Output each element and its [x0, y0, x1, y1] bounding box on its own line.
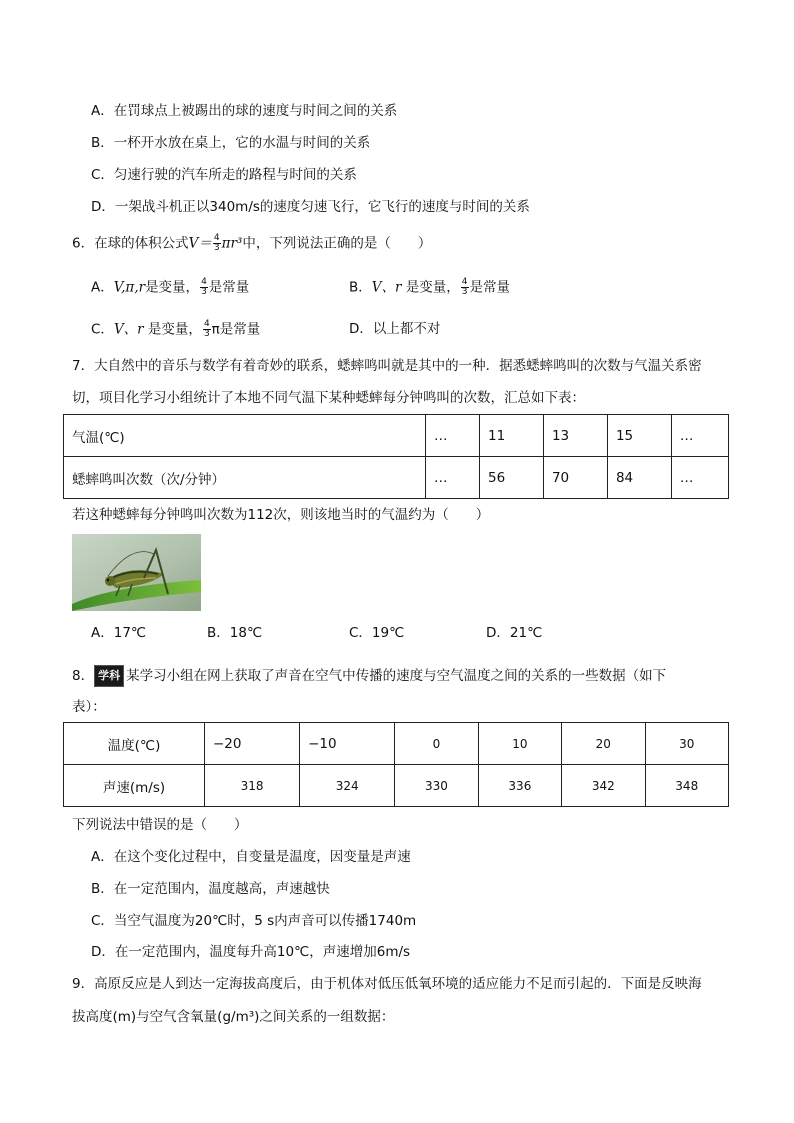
q9-stem-line1: 9．高原反应是人到达一定海拔高度后，由于机体对低压低氧环境的适应能力不足而引起的．下面是反映海 — [72, 976, 702, 992]
q6-stem: 6．在球的体积公式V＝ $\frac{4}{3}$ πr³中，下列说法正确的是（ ） — [72, 233, 432, 253]
table-cell: 56 — [480, 457, 544, 499]
q7-question: 若这种蟋蟀每分钟鸣叫次数为112次，则该地当时的气温约为（ ） — [72, 507, 490, 523]
table-cell: 70 — [543, 457, 607, 499]
table-cell: 蟋蟀鸣叫次数（次/分钟） — [64, 457, 426, 499]
table-cell: 气温(℃) — [64, 415, 426, 457]
q7-option-d: D．21℃ — [486, 625, 543, 641]
table-row — [64, 765, 729, 807]
q6-option-c: C．V、r 是变量， $\frac{4}{3}$ π是常量 — [91, 319, 261, 339]
table-cell: 10 — [478, 723, 561, 765]
formula-rhs: πr³ — [221, 235, 243, 252]
table-cell: 13 — [543, 415, 607, 457]
q7-option-a: A．17℃ — [91, 625, 147, 641]
table-cell: … — [426, 457, 480, 499]
table-cell: 324 — [300, 765, 395, 807]
q5-option-c: C．匀速行驶的汽车所走的路程与时间的关系 — [91, 167, 357, 183]
table-cell: 318 — [205, 765, 300, 807]
q8-stem-line1: 8． 学科 某学习小组在网上获取了声音在空气中传播的速度与空气温度之间的关系的一些数据（如下 — [72, 665, 666, 687]
q7-stem-line1: 7．大自然中的音乐与数学有着奇妙的联系，蟋蟀鸣叫就是其中的一种．据悉蟋蟀鸣叫的次数与气温关系密 — [72, 358, 702, 374]
q8-option-a: A．在这个变化过程中，自变量是温度，因变量是声速 — [91, 849, 411, 865]
table-cell: 声速(m/s) — [64, 765, 205, 807]
table-cell: 11 — [480, 415, 544, 457]
table-cell: 84 — [607, 457, 671, 499]
q9-stem-line2: 拔高度(m)与空气含氧量(g/m³)之间关系的一组数据： — [72, 1009, 395, 1025]
sound-speed-table — [63, 722, 729, 807]
grasshopper-image — [72, 534, 201, 611]
q6-option-d: D．以上都不对 — [349, 321, 441, 337]
table-cell: 330 — [395, 765, 478, 807]
table-cell: 15 — [607, 415, 671, 457]
formula-lhs: V＝ — [188, 235, 212, 252]
q8-option-b: B．在一定范围内，温度越高，声速越快 — [91, 881, 330, 897]
q7-option-b: B．18℃ — [207, 625, 263, 641]
fraction: $\frac{4}{3}$ — [461, 277, 468, 297]
table-cell: 30 — [645, 723, 728, 765]
q8-stem-line2: 表）： — [72, 699, 106, 715]
q5-option-d: D．一架战斗机正以340m/s的速度匀速飞行，它飞行的速度与时间的关系 — [91, 199, 530, 215]
cricket-table — [63, 414, 729, 499]
fraction: $\frac{4}{3}$ — [203, 319, 210, 339]
table-cell: 336 — [478, 765, 561, 807]
table-cell: 0 — [395, 723, 478, 765]
table-row — [64, 723, 729, 765]
xueke-logo-icon: 学科 — [94, 665, 124, 687]
table-cell: … — [671, 415, 728, 457]
fraction: $\frac{4}{3}$ — [213, 233, 220, 253]
q7-option-c: C．19℃ — [349, 625, 405, 641]
table-cell: … — [426, 415, 480, 457]
fraction: $\frac{4}{3}$ — [201, 277, 207, 297]
q8-option-c: C．当空气温度为20℃时，5 s内声音可以传播1740m — [91, 913, 417, 929]
q8-question: 下列说法中错误的是（ ） — [72, 817, 248, 833]
q8-option-d: D．在一定范围内，温度每升高10℃，声速增加6m/s — [91, 944, 411, 960]
table-cell: 温度(℃) — [64, 723, 205, 765]
table-cell: 20 — [562, 723, 645, 765]
table-cell: 348 — [645, 765, 728, 807]
table-row — [64, 457, 729, 499]
q5-option-b: B．一杯开水放在桌上，它的水温与时间的关系 — [91, 135, 371, 151]
q6-option-a: A．V,π,r是变量， $\frac{4}{3}$ 是常量 — [91, 277, 250, 297]
table-cell: … — [671, 457, 728, 499]
table-row — [64, 415, 729, 457]
q5-option-a: A．在罚球点上被踢出的球的速度与时间之间的关系 — [91, 103, 398, 119]
table-cell: −10 — [300, 723, 395, 765]
q7-stem-line2: 切，项目化学习小组统计了本地不同气温下某种蟋蟀每分钟鸣叫的次数，汇总如下表： — [72, 390, 585, 406]
table-cell: −20 — [205, 723, 300, 765]
table-cell: 342 — [562, 765, 645, 807]
q6-option-b: B．V、r 是变量， $\frac{4}{3}$ 是常量 — [349, 277, 510, 297]
